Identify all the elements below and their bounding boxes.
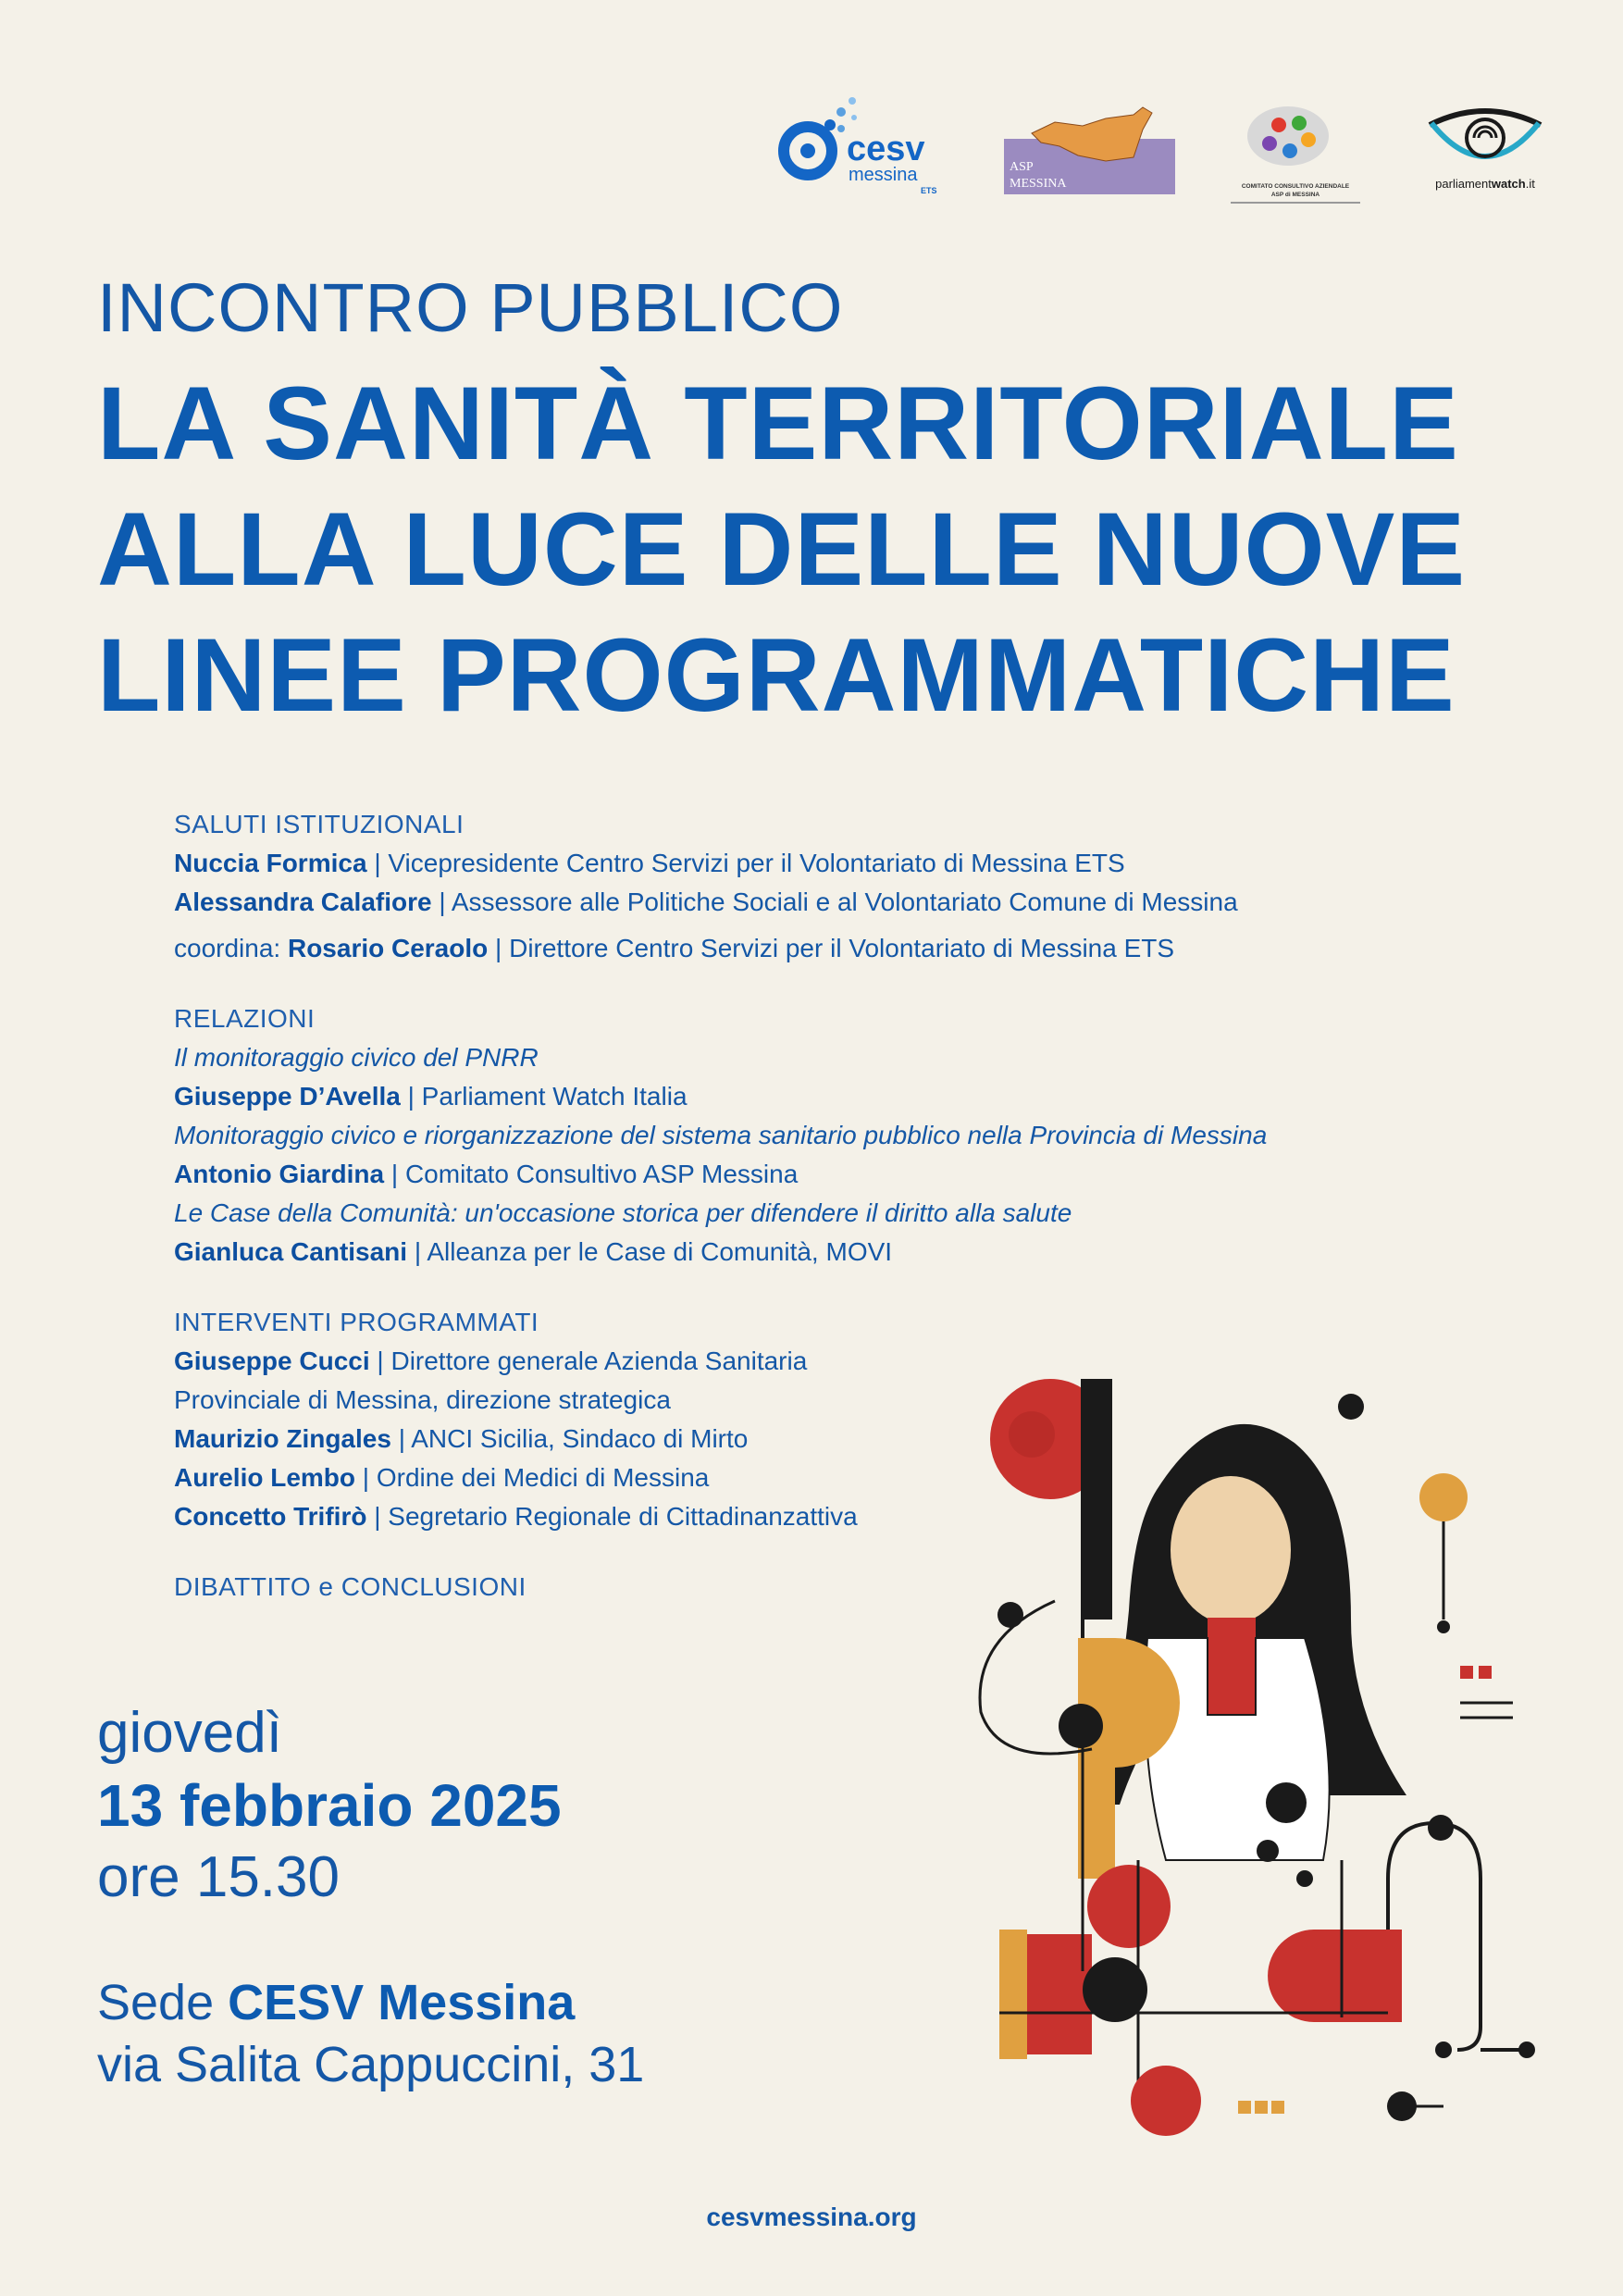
coordina-label: coordina: (174, 934, 281, 962)
relazioni-heading: RELAZIONI (174, 1004, 316, 1033)
cesv-logo-name: cesv (847, 130, 925, 168)
speaker-row: Gianluca Cantisani | Alleanza per le Case di Comunità, MOVI (174, 1237, 893, 1266)
speaker-row: Aurelio Lembo | Ordine dei Medici di Messina (174, 1463, 710, 1492)
speaker-row: Antonio Giardina | Comitato Consultivo ASP Messina (174, 1160, 799, 1188)
face-shape (1171, 1476, 1291, 1624)
orange-dot-shape (1419, 1473, 1468, 1521)
closing-heading: DIBATTITO e CONCLUSIONI (174, 1572, 527, 1601)
doctor-illustration (953, 1360, 1564, 2156)
speaker-role: Direttore generale Azienda Sanitaria (390, 1347, 808, 1375)
speaker-role: Parliament Watch Italia (421, 1082, 688, 1111)
speaker-row: Nuccia Formica | Vicepresidente Centro Servizi per il Volontariato di Messina ETS (174, 849, 1125, 877)
speaker-name: Gianluca Cantisani (174, 1237, 408, 1266)
speaker-row: Concetto Trifirò | Segretario Regionale di Cittadinanzattiva (174, 1502, 858, 1531)
title-line-3: LINEE PROGRAMMATICHE (97, 617, 1456, 733)
event-date: 13 febbraio 2025 (97, 1772, 562, 1839)
speaker-role: ANCI Sicilia, Sindaco di Mirto (411, 1424, 749, 1453)
speaker-name: Giuseppe Cucci (174, 1347, 370, 1375)
cesv-logo-sub: messina (849, 165, 918, 185)
speaker-name: Aurelio Lembo (174, 1463, 356, 1492)
red-scarf-shape (1208, 1618, 1256, 1715)
speaker-role: Alleanza per le Case di Comunità, MOVI (427, 1237, 893, 1266)
speaker-role-continued: Provinciale di Messina, direzione strategica (174, 1385, 671, 1414)
comitato-logo-line1: COMITATO CONSULTIVO AZIENDALE (1241, 183, 1350, 190)
speaker-name: Concetto Trifirò (174, 1502, 367, 1531)
asp-messina-logo (1004, 102, 1175, 194)
figure-purple-icon (1262, 136, 1277, 151)
website-link[interactable]: cesvmessina.org (706, 2203, 917, 2231)
asp-logo-line1: ASP (1010, 160, 1034, 174)
speaker-role: Segretario Regionale di Cittadinanzattiva (388, 1502, 858, 1531)
venue-name: CESV Messina (228, 1975, 576, 2030)
speaker-row: Alessandra Calafiore | Assessore alle Politiche Sociali e al Volontariato Comune di Messina (174, 887, 1238, 916)
talk-topic: Le Case della Comunità: un'occasione storica per difendere il diritto alla salute (174, 1198, 1072, 1227)
speaker-name: Antonio Giardina (174, 1160, 385, 1188)
figure-green-icon (1292, 116, 1307, 130)
speaker-name: Nuccia Formica (174, 849, 367, 877)
red-half-shape (1268, 1930, 1402, 2022)
event-day: giovedì (97, 1701, 282, 1765)
figure-red-icon (1271, 118, 1286, 132)
speaker-row: Giuseppe D’Avella | Parliament Watch Italia (174, 1082, 688, 1111)
asp-logo-line2: MESSINA (1010, 177, 1067, 191)
coordinator-name: Rosario Ceraolo (287, 934, 489, 962)
cesv-messina-logo (773, 88, 948, 199)
parliamentwatch-logo-text: parliamentwatch.it (1435, 177, 1535, 191)
speaker-name: Giuseppe D’Avella (174, 1082, 401, 1111)
talk-topic: Monitoraggio civico e riorganizzazione del sistema sanitario pubblico nella Provincia di Messina (174, 1121, 1268, 1149)
figure-blue-icon (1282, 143, 1297, 158)
venue-address: via Salita Cappuccini, 31 (97, 2037, 645, 2092)
bottom-red-circle-shape (1131, 2066, 1201, 2136)
speaker-name: Maurizio Zingales (174, 1424, 391, 1453)
eye-pupil-icon (1467, 119, 1504, 156)
talk-topic: Il monitoraggio civico del PNRR (174, 1043, 539, 1072)
event-venue (97, 1971, 644, 2095)
title-line-2: ALLA LUCE DELLE NUOVE (97, 491, 1467, 607)
speaker-name: Alessandra Calafiore (174, 887, 432, 916)
cesv-logo-tag: ETS (921, 186, 937, 195)
speaker-role: Ordine dei Medici di Messina (376, 1463, 710, 1492)
event-kicker: INCONTRO PUBBLICO (97, 269, 844, 346)
title-line-1: LA SANITÀ TERRITORIALE (97, 366, 1459, 481)
speaker-row: Maurizio Zingales | ANCI Sicilia, Sindaco di Mirto (174, 1424, 749, 1453)
figure-orange-icon (1301, 132, 1316, 147)
parliamentwatch-logo (1420, 106, 1550, 199)
event-datetime (97, 1698, 562, 1913)
venue-name-line: Sede CESV Messina (97, 1975, 576, 2030)
speaker-role: Vicepresidente Centro Servizi per il Volontariato di Messina ETS (388, 849, 1125, 877)
comitato-logo-line2: ASP di MESSINA (1270, 192, 1320, 198)
black-bar-shape (1083, 1379, 1112, 1620)
interventi-heading: INTERVENTI PROGRAMMATI (174, 1308, 539, 1336)
saluti-heading: SALUTI ISTITUZIONALI (174, 810, 465, 838)
event-title (97, 361, 1466, 738)
coordinator-row: coordina: Rosario Ceraolo | Direttore Centro Servizi per il Volontariato di Messina ETS (174, 934, 1175, 962)
comitato-consultivo-logo (1221, 97, 1369, 208)
speaker-role: Assessore alle Politiche Sociali e al Volontariato Comune di Messina (451, 887, 1238, 916)
coordinator-role: Direttore Centro Servizi per il Volontariato di Messina ETS (509, 934, 1175, 962)
event-time: ore 15.30 (97, 1845, 340, 1909)
speaker-role: Comitato Consultivo ASP Messina (404, 1160, 799, 1188)
speaker-row: Giuseppe Cucci | Direttore generale Azienda Sanitaria (174, 1347, 808, 1375)
